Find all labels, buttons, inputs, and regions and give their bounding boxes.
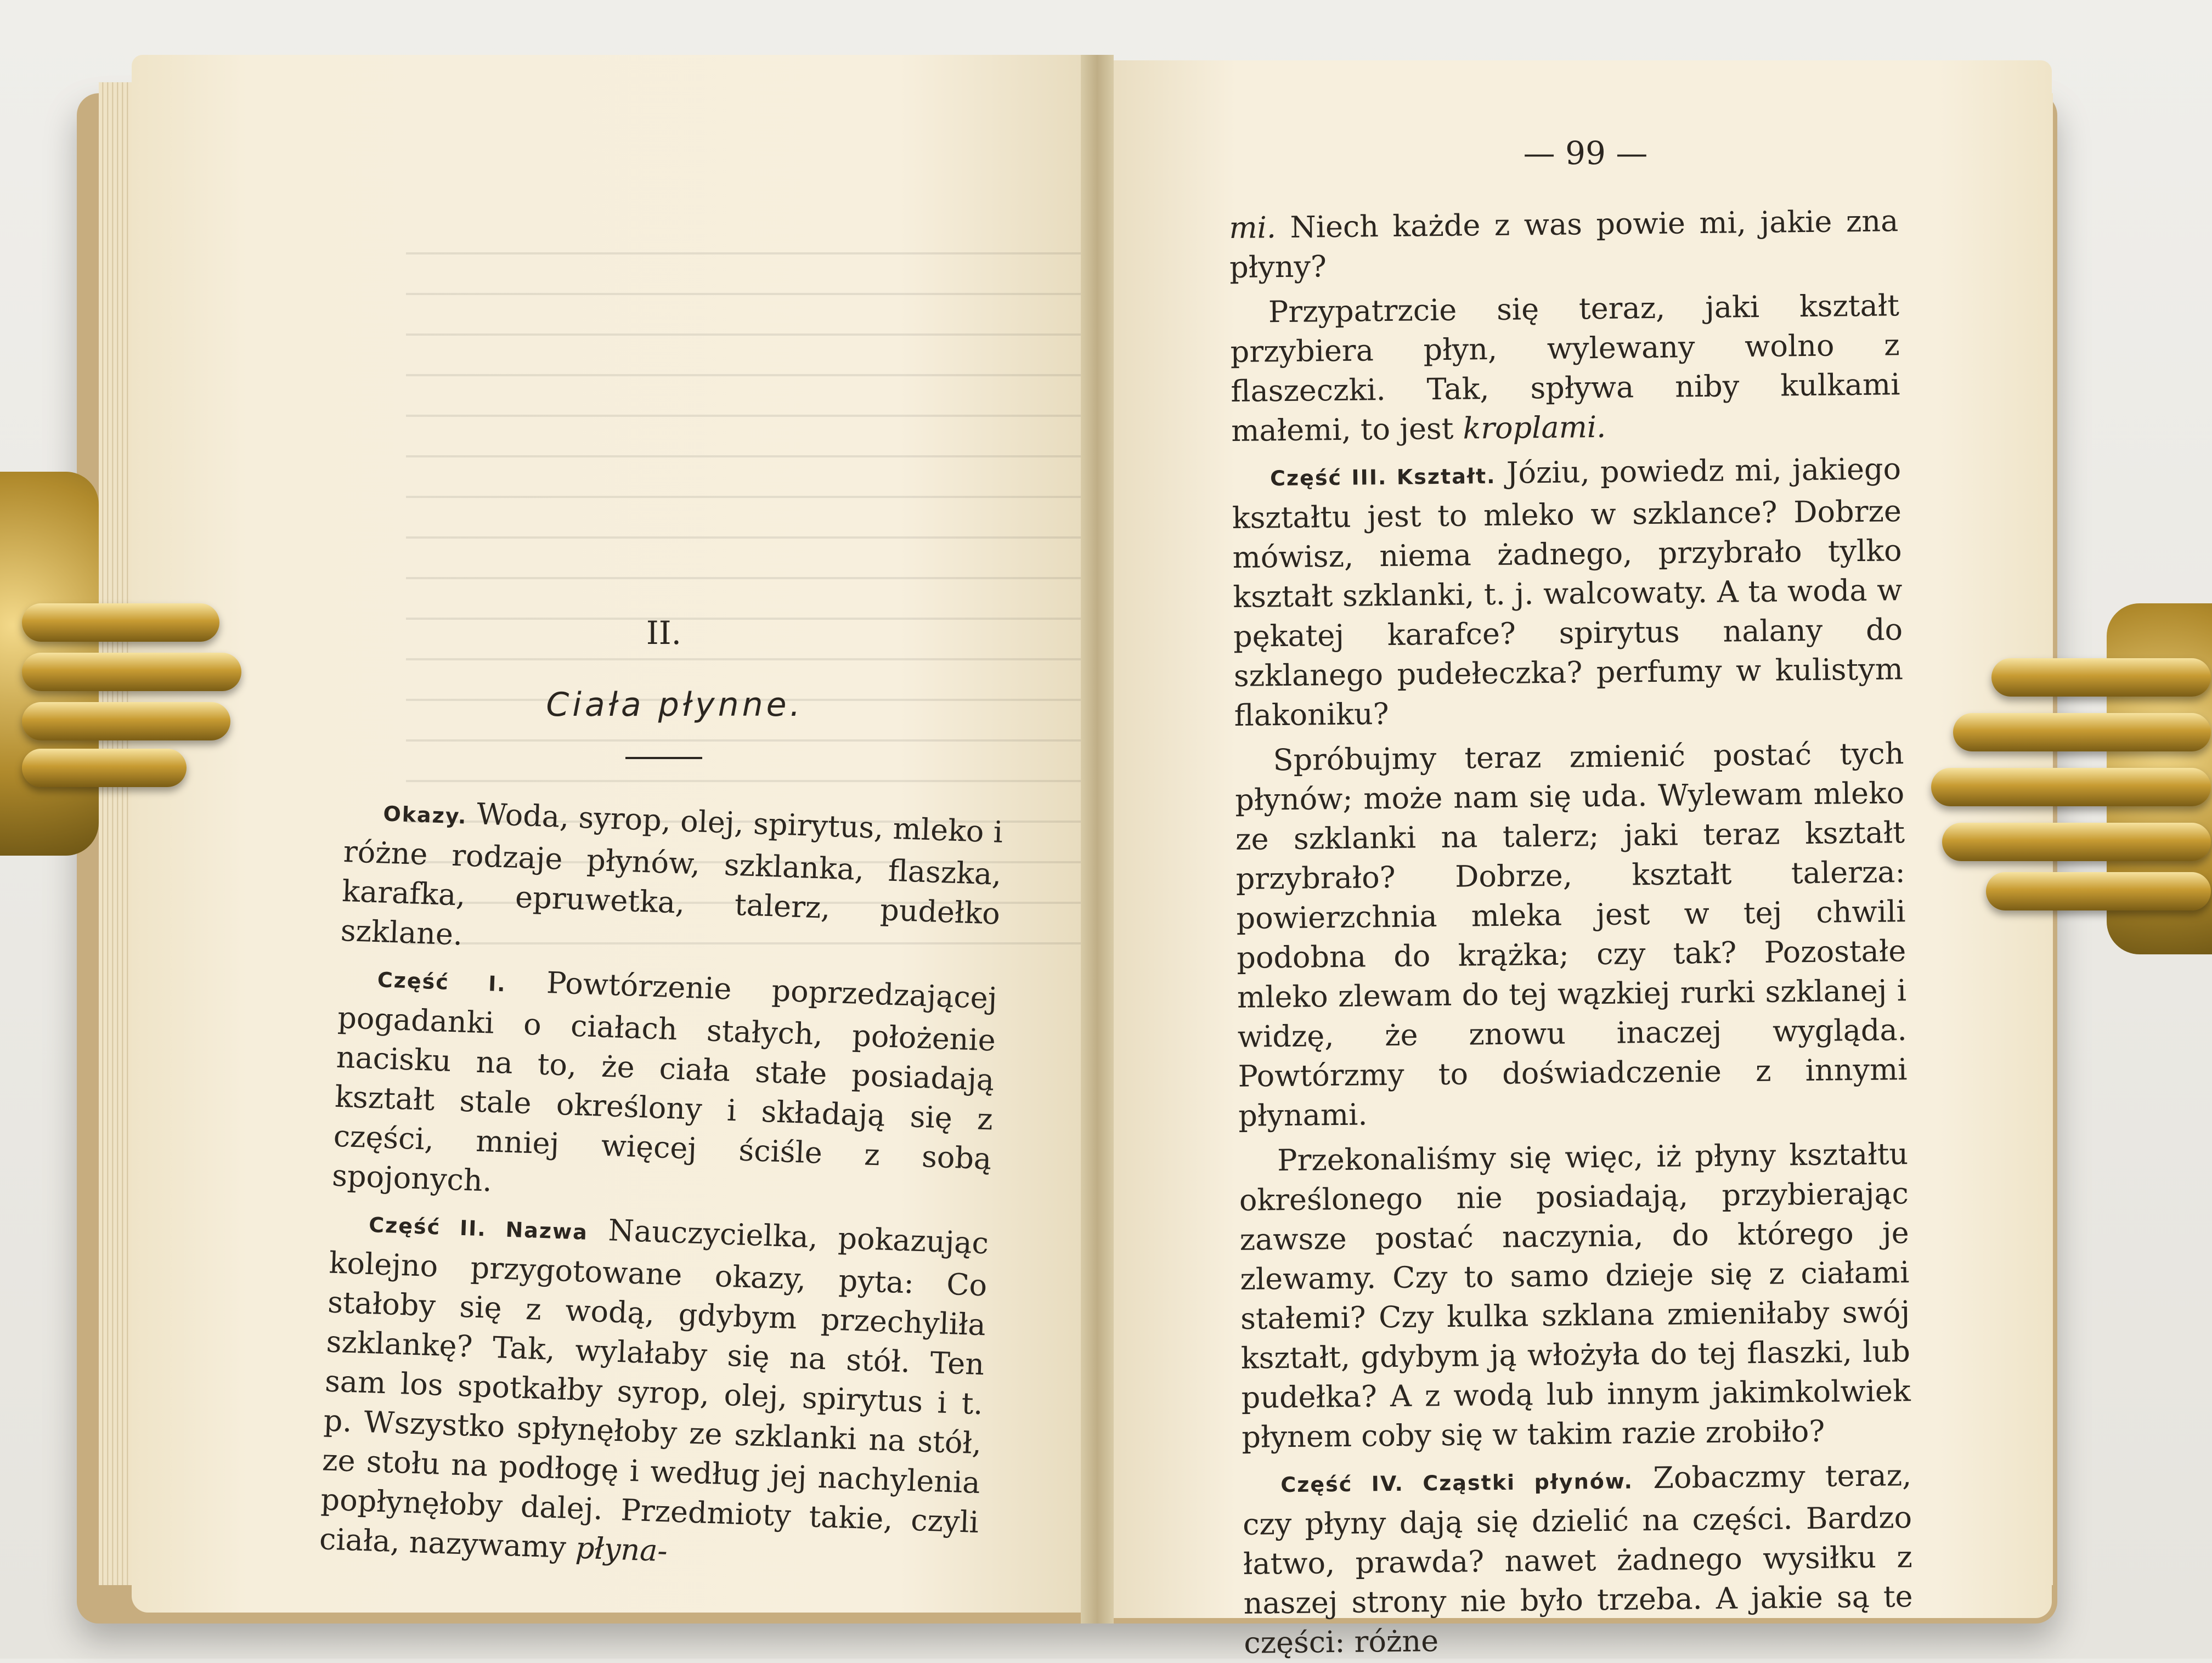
paragraph-body: Zobaczmy teraz, czy płyny dają się dzielić na części. Bardzo łatwo, prawda? nawet żadnego wysiłku z naszej strony nie było trzeba. A jakie są te części: różne [1242, 1458, 1913, 1660]
right-holder-finger [1991, 658, 2211, 697]
paragraph-body: Przekonaliśmy się więc, iż płyny kształtu określonego nie posiadają, przybierając zawsze postać naczynia, do którego je zlewamy. Czy to samo dzieje się z ciałami stałemi? Czy kulka szklana zmieniłaby swój kształt, gdybym ją włożyła do tej flaszki, lub pudełka? A z wodą lub innym jakimkolwiek płynem coby się w takim razie zrobiło? [1239, 1136, 1911, 1455]
book-gutter [1081, 55, 1114, 1624]
paragraph-czesc-3 [1232, 449, 1904, 736]
paragraph-label: Część IV. Cząstki płynów. [1280, 1469, 1634, 1497]
right-brass-hand-holder [1920, 603, 2212, 954]
paragraph-label: Część I. [377, 968, 507, 997]
page-number: — 99 — [1523, 134, 1648, 172]
paragraph-przekonalismy [1239, 1134, 1911, 1457]
paragraph-krople [1230, 286, 1901, 451]
left-page-text [319, 790, 1003, 1582]
paragraph-body: Spróbujmy teraz zmienić postać tych płynów; może nam się uda. Wylewam mleko ze szklanki na talerz; jaki teraz kształt przybrało? Dobrze, kształt talerza: powierzchnia mleka jest w tej chwili podobna do krążka; czy tak? Pozostałe mleko zlewam do tej wązkiej rurki szklanej i widzę, że znowu inaczej wygląda. Powtórzmy to doświadczenie z innymi płynami. [1234, 736, 1908, 1133]
paragraph-body: Powtórzenie poprzedzającej pogadanki o ciałach stałych, położenie nacisku na to, że ciała stałe posiadają kształt stale określony i składają się z części, mniej więcej ściśle z sobą spojonych. [331, 964, 998, 1198]
left-brass-hand-holder [0, 472, 252, 856]
chapter-title: Ciała płynne. [546, 686, 804, 724]
right-page-text [1229, 201, 1914, 1663]
paragraph-body: Niech każde z was powie mi, jakie zna płyny? [1229, 203, 1899, 285]
paragraph-italic: kroplami. [1463, 409, 1606, 446]
right-holder-finger [1986, 872, 2211, 910]
paragraph-body: Przypatrzcie się teraz, jaki kształt przybiera płyn, wylewany wolno z flaszeczki. Tak, spływa niby kulkami małemi, to jest [1230, 288, 1900, 448]
paragraph-czesc-1 [331, 956, 998, 1219]
paragraph-sprobujmy [1234, 734, 1908, 1136]
paragraph-label: Okazy. [382, 801, 468, 829]
right-holder-finger [1931, 768, 2211, 806]
paragraph-body: Nauczycielka, pokazując kolejno przygotowane okazy, pyta: Co stałoby się z wodą, gdybym przechyliła szklankę? Tak, wylałaby się na stół. Ten sam los spotkałby syrop, olej, spirytus i t. p. Wszystko spłynęłoby ze szklanki na stół, ze stołu na podłogę i według jej nachylenia popłynęłoby dalej. Przedmioty takie, czyli ciała, nazywamy [319, 1212, 989, 1565]
left-holder-finger [22, 653, 241, 691]
paragraph-body: Woda, syrop, olej, spirytus, mleko i różne rodzaje płynów, szklanka, flaszka, karafka, epruwetka, talerz, pudełko szklane. [340, 796, 1004, 952]
right-holder-finger [1942, 823, 2211, 861]
paragraph-czesc-2 [319, 1201, 989, 1582]
right-holder-finger [1953, 713, 2211, 751]
paragraph-label: Część III. Kształt. [1269, 463, 1496, 491]
paragraph-label: Część II. Nazwa [368, 1212, 589, 1245]
paragraph-czesc-4 [1242, 1456, 1914, 1663]
paragraph-italic: płyna- [574, 1530, 668, 1569]
paragraph-continuation [1229, 201, 1899, 287]
paragraph-italic: mi. [1229, 210, 1277, 245]
chapter-divider [625, 757, 702, 759]
paragraph-body: Józiu, powiedz mi, jakiego kształtu jest to mleko w szklance? Dobrze mówisz, niema żadnego, przybrało tylko kształt szklanki, t. j. walcowaty. A ta woda w pękatej karafce? spirytus nalany do szklanego pudełeczka? perfumy w kulistym flakoniku? [1232, 451, 1904, 733]
left-holder-finger [22, 749, 187, 787]
chapter-number: II. [646, 614, 682, 652]
paragraph-okazy [340, 790, 1003, 974]
left-holder-finger [22, 702, 230, 740]
left-holder-finger [22, 603, 219, 642]
